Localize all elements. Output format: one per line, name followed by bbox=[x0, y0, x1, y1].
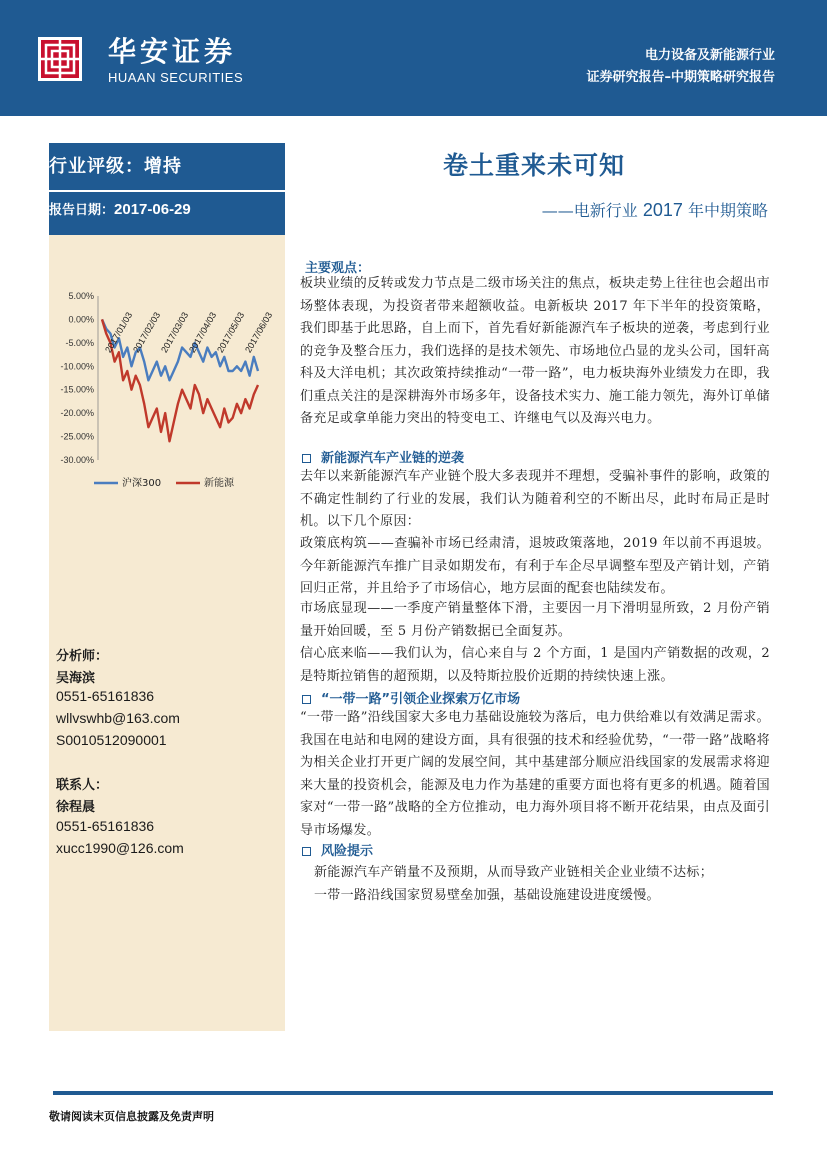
performance-chart-svg bbox=[52, 280, 282, 500]
industry-rating: 行业评级：增持 bbox=[49, 156, 182, 177]
header-industry: 电力设备及新能源行业 bbox=[644, 48, 775, 63]
section-risk-title: 风险提示 bbox=[321, 844, 374, 859]
nev-paragraph-2: 政策底构筑——查骗补市场已经肃清，退坡政策落地，2019 年以前不再退坡。今年新能源汽车推广目录如期发布，有利于车企尽早调整车型及产销计划，产销回归正常，并且给予了市场信心，地方层面的配套也陆续发布。 bbox=[300, 536, 770, 596]
x-tick-label: 2017/05/03 bbox=[215, 310, 247, 355]
nev-paragraph-4: 信心底来临——我们认为，信心来自与 2 个方面，1 是国内产销数据的改观，2 是特斯拉销售的超预期，以及特斯拉股价近期的持续快速上涨。 bbox=[300, 646, 770, 684]
y-tick-label: -15.00% bbox=[60, 384, 94, 395]
risk-item-1: 新能源汽车产销量不及预期，从而导致产业链相关企业业绩不达标； bbox=[314, 865, 714, 880]
footer-rule bbox=[53, 1091, 773, 1095]
contact-phone: 0551-65161836 bbox=[56, 818, 155, 834]
legend-label-nev: 新能源 bbox=[204, 478, 234, 489]
report-date bbox=[49, 199, 191, 218]
series-line-nev bbox=[102, 319, 258, 441]
analyst-name: 吴海滨 bbox=[56, 671, 96, 686]
contact-name: 徐程晨 bbox=[56, 800, 96, 815]
logo-english-name: HUAAN SECURITIES bbox=[108, 70, 244, 85]
section-nev-heading bbox=[300, 447, 464, 466]
belt-road-paragraph: “一带一路”沿线国家大多电力基础设施较为落后，电力供给难以有效满足需求。我国在电站和电网的建设方面，具有很强的技术和经验优势，“一带一路”战略将为相关企业打开更广阔的发展空间，其中基建部分顺应沿线国家的发展需求将迎来大量的投资机会，能源及电力作为基建的重要方面也将有更多的机遇。随着国家对“一带一路”战略的全方位推动，电力海外项目将不断开花结果，由点及面引导市场爆发。 bbox=[300, 710, 770, 838]
subtitle-year: 2017 bbox=[642, 200, 683, 220]
performance-chart bbox=[52, 280, 282, 500]
logo-chinese-name: 华安证券 bbox=[108, 35, 237, 68]
y-tick-label: 5.00% bbox=[68, 291, 94, 301]
nev-paragraph-3: 市场底显现——一季度产销量整体下滑，主要因一月下滑明显所致，2 月份产销量开始回暖，至 5 月份产销数据已全面复苏。 bbox=[300, 601, 770, 639]
page-header bbox=[0, 0, 827, 116]
header-report-type: 证券研究报告–中期策略研究报告 bbox=[586, 70, 775, 85]
analyst-label: 分析师： bbox=[56, 649, 109, 664]
y-tick-label: -25.00% bbox=[60, 431, 94, 442]
x-tick-label: 2017/01/03 bbox=[103, 310, 135, 355]
analyst-certificate: S0010512090001 bbox=[56, 732, 167, 748]
checkbox-icon bbox=[302, 454, 311, 463]
key-points-heading: 主要观点： bbox=[305, 261, 371, 276]
section-risk-heading bbox=[300, 840, 373, 859]
y-tick-label: -30.00% bbox=[60, 455, 94, 465]
section-nev-title: 新能源汽车产业链的逆袭 bbox=[321, 451, 465, 466]
y-tick-label: 0.00% bbox=[68, 314, 94, 325]
report-date-label: 报告日期： bbox=[49, 203, 115, 218]
sidebar bbox=[49, 143, 285, 1031]
risk-item-2: 一带一路沿线国家贸易壁垒加强，基础设施建设进度缓慢。 bbox=[314, 888, 660, 903]
report-date-value: 2017-06-29 bbox=[114, 201, 191, 218]
section-belt-road-heading bbox=[300, 688, 520, 707]
checkbox-icon bbox=[302, 695, 311, 704]
report-subtitle bbox=[542, 198, 768, 221]
footer-disclaimer: 敬请阅读末页信息披露及免责声明 bbox=[49, 1110, 214, 1123]
checkbox-icon bbox=[302, 847, 311, 856]
section-belt-road-title: “一带一路”引领企业探索万亿市场 bbox=[321, 692, 521, 707]
nev-paragraph-1: 去年以来新能源汽车产业链个股大多表现并不理想，受骗补事件的影响，政策的不确定性制约了行业的发展，我们认为随着利空的不断出尽，此时布局正是时机。以下几个原因： bbox=[300, 469, 770, 529]
x-tick-label: 2017/06/03 bbox=[243, 310, 275, 355]
huaan-logo-icon bbox=[38, 37, 82, 81]
contact-label: 联系人： bbox=[56, 778, 109, 793]
analyst-phone: 0551-65161836 bbox=[56, 688, 155, 704]
x-tick-label: 2017/03/03 bbox=[159, 310, 191, 355]
x-tick-label: 2017/02/03 bbox=[131, 310, 163, 355]
legend-label-hs300: 沪深300 bbox=[122, 478, 162, 489]
y-tick-label: -20.00% bbox=[60, 408, 94, 419]
y-tick-label: -10.00% bbox=[60, 361, 94, 372]
contact-email[interactable]: xucc1990@126.com bbox=[56, 840, 184, 856]
analyst-email[interactable]: wllvswhb@163.com bbox=[56, 710, 180, 726]
rating-divider bbox=[49, 190, 285, 192]
report-title: 卷土重来未可知 bbox=[442, 151, 625, 180]
key-points-text: 板块业绩的反转或发力节点是二级市场关注的焦点，板块走势上往往也会超出市场整体表现，为投资者带来超额收益。电新板块 2017 年下半年的投资策略，我们即基于此思路，自上而下，首先看好新能源汽车子板块的逆袭，考虑到行业的竞争及整合压力，我们选择的是技术领先、市场地位凸显的龙头公司，国轩高科及大洋电机；其次政策持续推动“一带一路”，电力板块海外业绩发力在即，我们重点关注的是深耕海外市场多年，设备技术实力、施工能力领先，海外订单储备充足或拿单能力突出的特变电工、许继电气以及海兴电力。 bbox=[300, 276, 770, 426]
subtitle-prefix: ——电新行业 bbox=[541, 201, 638, 220]
subtitle-suffix: 年中期策略 bbox=[687, 201, 768, 220]
y-tick-label: -5.00% bbox=[65, 337, 94, 348]
x-tick-label: 2017/04/03 bbox=[187, 310, 219, 355]
